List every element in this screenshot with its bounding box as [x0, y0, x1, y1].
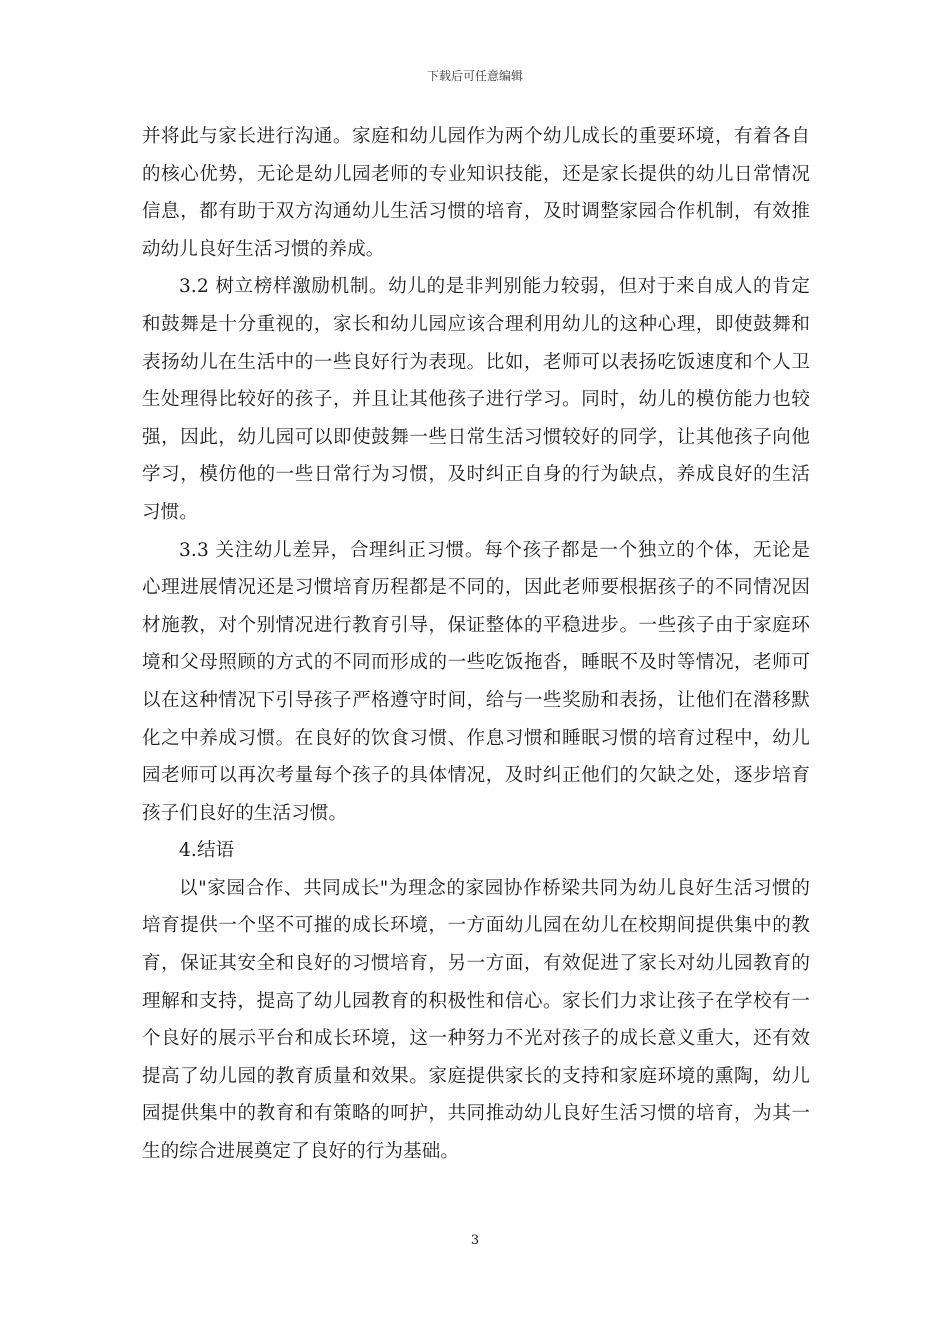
paragraph-conclusion: 以"家园合作、共同成长"为理念的家园协作桥梁共同为幼儿良好生活习惯的培育提供一个坚不可摧的成长环境，一方面幼儿园在幼儿在校期间提供集中的教育，保证其安全和良好的习惯培育，另一方面，有效促进了家长对幼儿园教育的理解和支持，提高了幼儿园教育的积极性和信心。家长们力求让孩子在学校有一个良好的展示平台和成长环境，这一种努力不光对孩子的成长意义重大，还有效提高了幼儿园的教育质量和效果。家庭提供家长的支持和家庭环境的熏陶，幼儿园提供集中的教育和有策略的呵护，共同推动幼儿良好生活习惯的培育，为其一生的综合进展奠定了良好的行为基础。: [142, 877, 810, 1163]
page-header-note: 下载后可任意编辑: [426, 69, 523, 83]
paragraph-continuation: 并将此与家长进行沟通。家庭和幼儿园作为两个幼儿成长的重要环境，有着各自的核心优势，无论是幼儿园老师的专业知识技能，还是家长提供的幼儿日常情况信息，都有助于双方沟通幼儿生活习惯的培育，及时调整家园合作机制，有效推动幼儿良好生活习惯的养成。: [142, 126, 810, 260]
paragraph-section-3-2: 3.2 树立榜样激励机制。幼儿的是非判别能力较弱，但对于来自成人的肯定和鼓舞是十分重视的，家长和幼儿园应该合理利用幼儿的这种心理，即使鼓舞和表扬幼儿在生活中的一些良好行为表现。比如，老师可以表扬吃饭速度和个人卫生处理得比较好的孩子，并且让其他孩子进行学习。同时，幼儿的模仿能力也较强，因此，幼儿园可以即使鼓舞一些日常生活习惯较好的同学，让其他孩子向他学习，模仿他的一些日常行为习惯，及时纠正自身的行为缺点，养成良好的生活习惯。: [142, 276, 810, 523]
document-body: [142, 118, 810, 1171]
page-number: 3: [470, 1233, 480, 1248]
section-heading-conclusion: 4.结语: [179, 840, 235, 862]
paragraph-section-3-3: 3.3 关注幼儿差异，合理纠正习惯。每个孩子都是一个独立的个体，无论是心理进展情况还是习惯培育历程都是不同的，因此老师要根据孩子的不同情况因材施教，对个别情况进行教育引导，保证整体的平稳进步。一些孩子由于家庭环境和父母照顾的方式的不同而形成的一些吃饭拖沓，睡眠不及时等情况，老师可以在这种情况下引导孩子严格遵守时间，给与一些奖励和表扬，让他们在潜移默化之中养成习惯。在良好的饮食习惯、作息习惯和睡眠习惯的培育过程中，幼儿园老师可以再次考量每个孩子的具体情况，及时纠正他们的欠缺之处，逐步培育孩子们良好的生活习惯。: [142, 539, 810, 824]
